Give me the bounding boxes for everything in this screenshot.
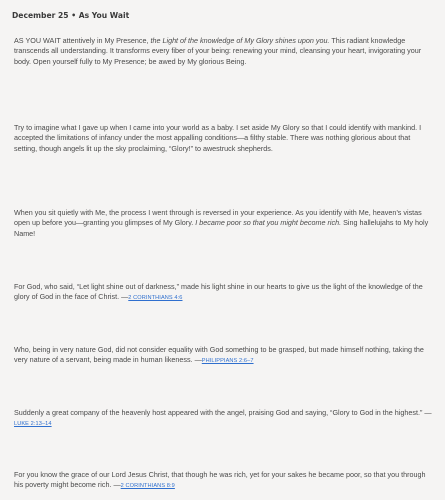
devotional-paragraph-1: [14, 36, 434, 67]
scripture-reference-link[interactable]: PHILIPPIANS 2:6–7: [201, 358, 254, 365]
scripture-text: Who, being in very nature God, did not consider equality with God something to be grasped, but made himself nothing, taking the very nature of a servant, being made in human likeness. —: [14, 345, 424, 365]
scripture-verse-1: [14, 282, 434, 304]
scripture-verse-3: [14, 408, 434, 430]
paragraph-emphasis: the Light of the knowledge of My Glory shines upon you.: [150, 36, 330, 45]
scripture-text: For you know the grace of our Lord Jesus Christ, that though he was rich, yet for your sakes he became poor, so that you through his poverty might become rich. —: [14, 470, 426, 490]
paragraph-text: When you sit quietly with Me, the process I went through is reversed in your experience. As you identify with Me, heaven’s vistas open up before you—granting you glimpses of My Glory.: [14, 208, 422, 228]
paragraph-text: Sing hallelujahs to My holy Name!: [14, 218, 429, 238]
scripture-reference-link[interactable]: 2 CORINTHIANS 4:6: [128, 295, 183, 302]
scripture-reference-link[interactable]: LUKE 2:13–14: [14, 421, 52, 428]
page-title: December 25 • As You Wait: [12, 11, 130, 20]
paragraph-text: This radiant knowledge transcends all understanding. It transforms every fiber of your being: renewing your mind, cleansing your heart, invigorating your body. Open yourself fully to My Presence; be awed by My glorious Being.: [14, 36, 422, 66]
scripture-verse-4: [14, 470, 434, 492]
scripture-reference-link[interactable]: 2 CORINTHIANS 8:9: [120, 483, 175, 490]
scripture-verse-2: [14, 345, 434, 367]
scripture-text: For God, who said, “Let light shine out of darkness,” made his light shine in our hearts to give us the light of the knowledge of the glory of God in the face of Christ. —: [14, 282, 423, 302]
scripture-text: Suddenly a great company of the heavenly host appeared with the angel, praising God and saying, “Glory to God in the highest.” —: [14, 408, 432, 417]
paragraph-text: AS YOU WAIT attentively in My Presence,: [14, 36, 151, 45]
devotional-paragraph-2: Try to imagine what I gave up when I came into your world as a baby. I set aside My Glory so that I could identify with mankind. I accepted the limitations of infancy under the most appalling conditions—a filthy stable. There was nothing glorious about that setting, though angels lit up the sky proclaiming, “Glory!” to awestruck shepherds.: [14, 123, 422, 153]
devotional-paragraph-3: [14, 208, 434, 239]
paragraph-emphasis: I became poor so that you might become rich.: [195, 218, 342, 228]
